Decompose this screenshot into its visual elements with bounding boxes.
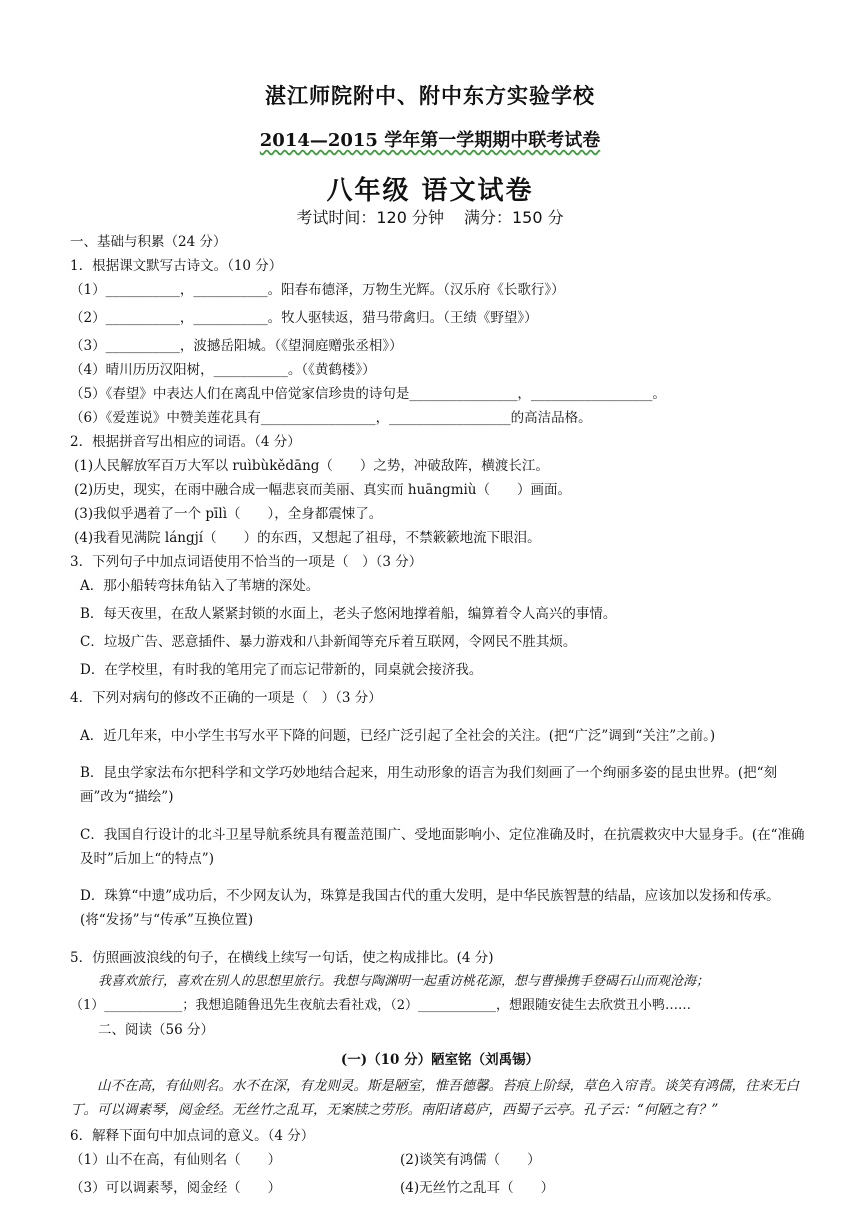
q6-item-3: （3）可以调素琴，阅金经（ ） (70, 1179, 282, 1196)
q4-option-d: D．珠算“中遗”成功后，不少网友认为，珠算是我国古代的重大发明，是中华民族智慧的结晶，应该加以发扬和传承。(将“发扬”与“传承”互换位置) (80, 888, 780, 928)
q5-line-2: （1）____________；我想追随鲁迅先生夜航去看社戏，（2）____________，想跟随安徒生去欣赏丑小鸭…… (70, 997, 692, 1013)
q4-option-a: A．近几年来，中小学生书写水平下降的问题，已经广泛引起了全社会的关注。(把“广泛”调到“关注”之前。) (80, 727, 716, 744)
subject-title: 八年级 语文试卷 (326, 176, 534, 206)
q6-row-1 (70, 1148, 810, 1172)
q1-line-6: （6）《爱莲说》中赞美莲花具有_________________，__________________的高洁品格。 (70, 410, 592, 426)
exam-meta (0, 205, 860, 228)
school-title: 湛江师院附中、附中东方实验学校 (265, 83, 595, 108)
exam-score: 满分：150 分 (464, 208, 564, 227)
q2-line-4: (4)我看见满院 lángjí（ ）的东西，又想起了祖母，不禁簌簌地流下眼泪。 (74, 530, 541, 546)
q2-line-1: (1)人民解放军百万大军以 ruìbùkědāng（ ）之势，冲破敌阵，横渡长江。 (74, 458, 549, 474)
q4-title: 4．下列对病句的修改不正确的一项是（ ）（3 分） (70, 690, 382, 706)
q6-row-2 (70, 1176, 810, 1200)
q6-title: 6．解释下面句中加点词的意义。（4 分） (70, 1127, 315, 1144)
exam-content (70, 230, 810, 1200)
exam-time: 考试时间：120 分钟 (296, 208, 444, 227)
q1-line-5: （5）《春望》中表达人们在离乱中倍觉家信珍贵的诗句是________________，__________________。 (70, 386, 666, 402)
q2-line-2: (2)历史，现实，在雨中融合成一幅悲哀而美丽、真实而 huāngmiù（ ）画面。 (74, 482, 572, 498)
q1-line-3: （3）___________，波撼岳阳城。（《望洞庭赠张丞相》） (70, 338, 403, 354)
q3-title: 3．下列句子中加点词语使用不恰当的一项是（ ）（3 分） (70, 554, 423, 570)
q6-item-4: (4)无丝竹之乱耳（ ） (400, 1179, 555, 1196)
section2-title: 二、阅读（56 分） (98, 1021, 214, 1038)
q5-title: 5．仿照画波浪线的句子，在横线上续写一句话，使之构成排比。(4 分) (70, 949, 494, 966)
q1-line-4: （4）晴川历历汉阳树，___________。（《黄鹤楼》） (70, 362, 376, 378)
passage: 山不在高，有仙则名。水不在深，有龙则灵。斯是陋室，惟吾德馨。苔痕上阶绿，草色入帘青。谈笑有鸿儒，往来无白丁。可以调素琴，阅金经。无丝竹之乱耳，无案牍之劳形。南阳诸葛庐，西蜀子云亭。孔子云：“何陋之有？” (70, 1077, 799, 1118)
q1-line-1: （1）___________，___________。阳春布德泽，万物生光辉。（汉乐府《长歌行》） (70, 282, 565, 298)
q5-line-1: 我喜欢旅行，喜欢在别人的思想里旅行。我想与陶渊明一起重访桃花源，想与曹操携手登碣石山而观沧海； (98, 973, 710, 989)
q2-line-3: (3)我似乎遇着了一个 pīlì（ ），全身都震悚了。 (74, 506, 383, 522)
q3-option-b: B．每天夜里，在敌人紧紧封锁的水面上，老头子悠闲地撑着船，编算着令人高兴的事情。 (80, 606, 617, 622)
q3-option-c: C．垃圾广告、恶意插件、暴力游戏和八卦新闻等充斥着互联网，令网民不胜其烦。 (80, 634, 577, 650)
part1-title: (一)（10 分）陋室铭（刘禹锡） (340, 1051, 540, 1068)
section1-title: 一、基础与积累（24 分） (70, 234, 227, 250)
q4-option-b: B．昆虫学家法布尔把科学和文学巧妙地结合起来，用生动形象的语言为我们刻画了一个绚丽多姿的昆虫世界。(把“刻画”改为“描绘”) (80, 765, 778, 805)
q6-item-2: (2)谈笑有鸿儒（ ） (400, 1151, 541, 1168)
exam-term-title (0, 126, 860, 152)
term-text: 2014—2015 学年第一学期期中联考试卷 (259, 130, 601, 151)
q1-line-2: （2）___________，___________。牧人驱犊返，猎马带禽归。（王绩《野望》） (70, 310, 538, 326)
q3-option-d: D．在学校里，有时我的笔用完了而忘记带新的，同桌就会接济我。 (80, 662, 483, 678)
q1-title: 1．根据课文默写古诗文。（10 分） (70, 258, 283, 274)
q4-option-c: C．我国自行设计的北斗卫星导航系统具有覆盖范围广、受地面影响小、定位准确及时，在抗震救灾中大显身手。(在“准确及时”后加上“的特点”) (80, 826, 805, 867)
q3-option-a: A．那小船转弯抹角钻入了苇塘的深处。 (80, 578, 320, 594)
q6-item-1: （1）山不在高，有仙则名（ ） (70, 1151, 282, 1168)
q2-title: 2．根据拼音写出相应的词语。（4 分） (70, 434, 301, 450)
